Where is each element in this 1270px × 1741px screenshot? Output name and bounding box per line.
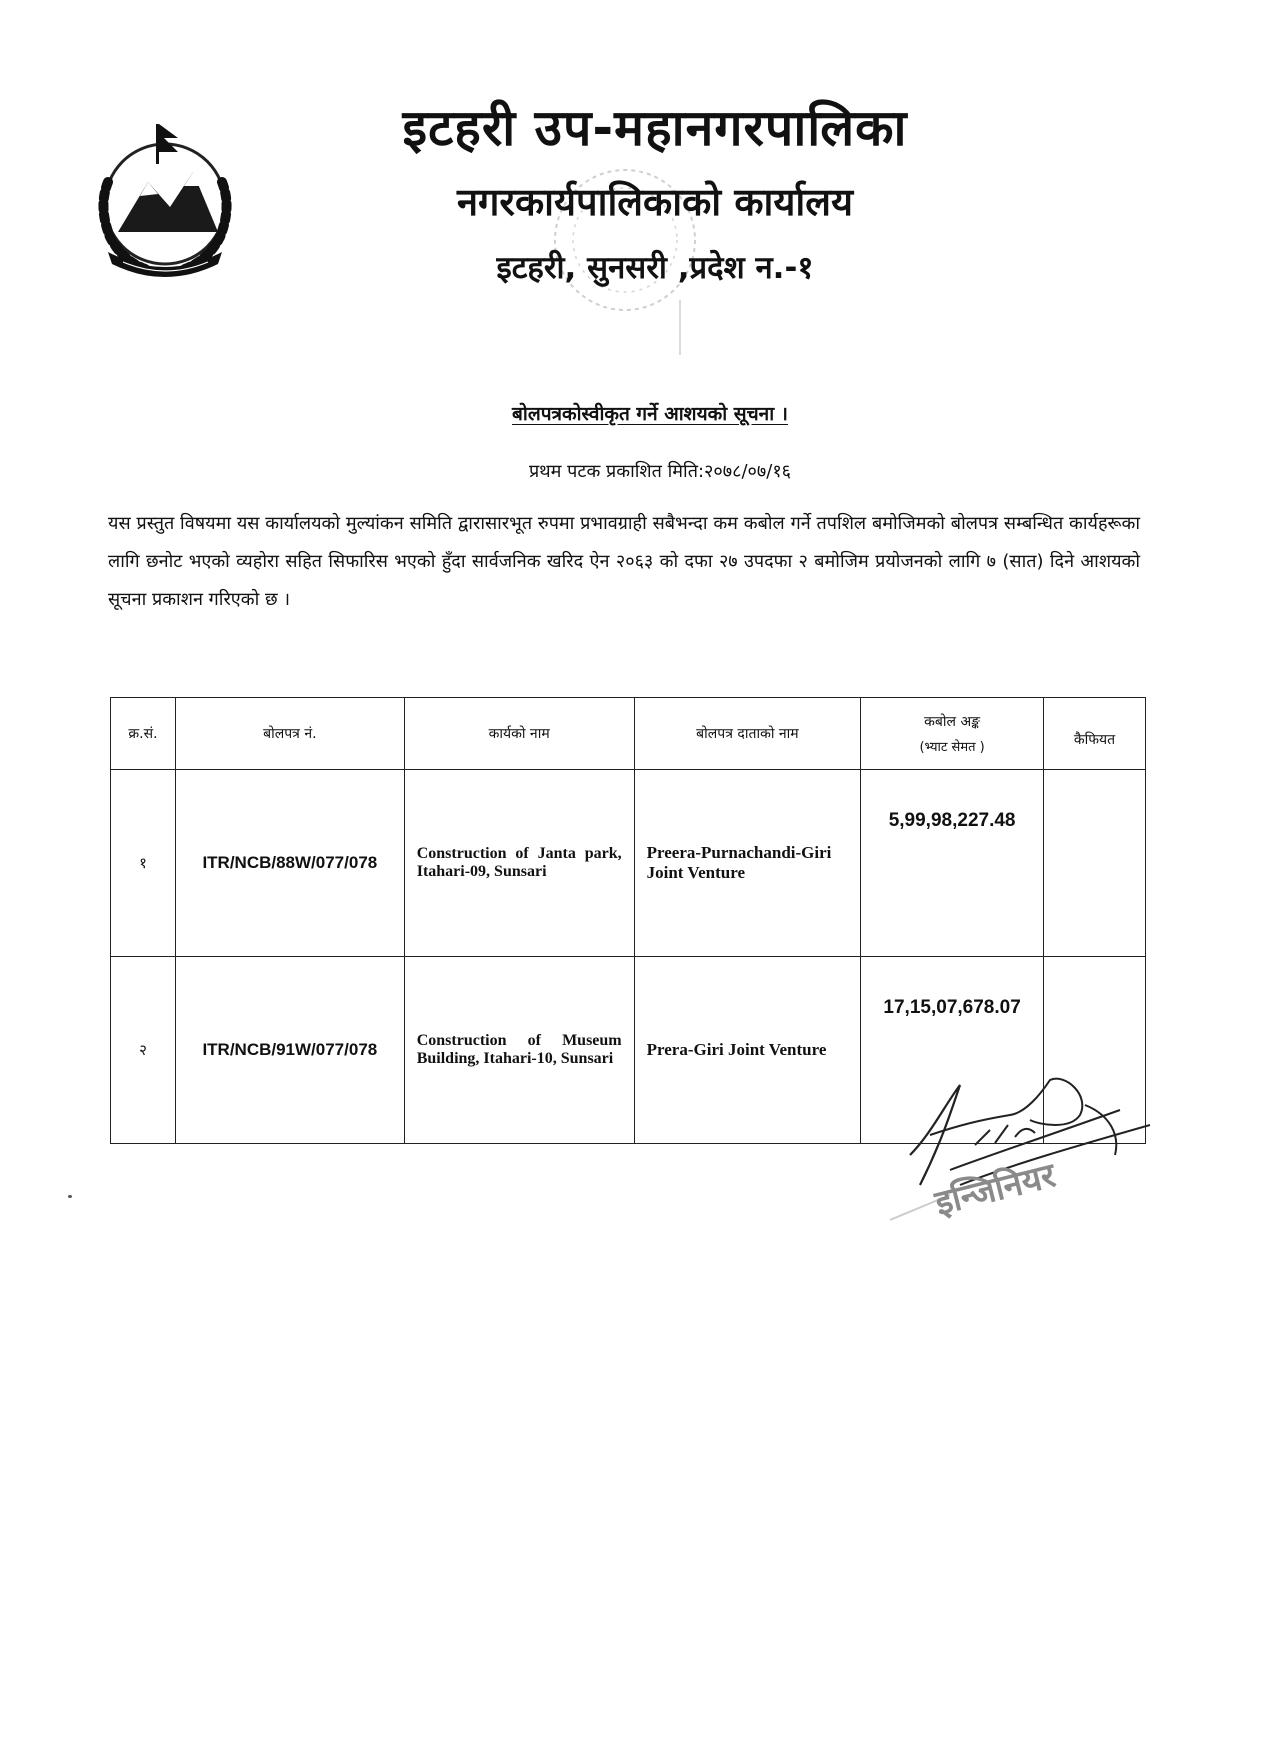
header-sn: क्र.सं. [111,698,176,770]
row-bidder: Preera-Purnachandi-Giri Joint Venture [634,770,861,957]
row-remarks [1044,770,1146,957]
row-amount: 17,15,07,678.07 [861,957,1044,1144]
table-header-row [111,698,1146,770]
header-amount-sub: (भ्याट सेमत ) [919,739,985,755]
header-remarks: कैफियत [1044,698,1146,770]
row-work-name: Construction of Janta park, Itahari-09, Sunsari [404,770,634,957]
engineer-stamp: इन्जिनियर [931,1155,1060,1224]
table-row [111,770,1146,957]
notice-title-text: बोलपत्रकोस्वीकृत गर्ने आशयको सूचना । [512,403,788,425]
row-work-name: Construction of Museum Building, Itahari-10, Sunsari [404,957,634,1144]
notice-body: यस प्रस्तुत विषयमा यस कार्यालयको मुल्यांकन समिति द्वारासारभूत रुपमा प्रभावग्राही सबैभन्दा कम कबोल गर्ने तपशिल बमोजिमको बोलपत्र सम्बन्धित कार्यहरूका लागि छनोट भएको व्यहोरा सहित सिफारिस भएको हुँदा सार्वजनिक खरिद ऐन २०६३ को दफा २७ उपदफा २ बमोजिम प्रयोजनको लागि ७ (सात) दिने आशयको सूचना प्रकाशन गरिएको छ । [108,513,1140,610]
header-amount-label: कबोल अङ्क [924,713,981,730]
header-amount [861,698,1044,770]
header-bid-no: बोलपत्र नं. [175,698,404,770]
organization-name: इटहरी उप-महानगरपालिका [402,99,908,157]
row-sn: २ [111,957,176,1144]
notice-title [0,400,1270,426]
row-sn: १ [111,770,176,957]
scan-speck [68,1195,72,1198]
header-bidder: बोलपत्र दाताको नाम [634,698,861,770]
row-bidder: Prera-Giri Joint Venture [634,957,861,1144]
first-published-date: प्रथम पटक प्रकाशित मिति:२०७८/०७/१६ [528,461,792,482]
row-bid-no: ITR/NCB/88W/077/078 [175,770,404,957]
row-bid-no: ITR/NCB/91W/077/078 [175,957,404,1144]
row-amount: 5,99,98,227.48 [861,770,1044,957]
office-name: नगरकार्यपालिकाको कार्यालय [456,180,854,224]
office-address: इटहरी, सुनसरी ,प्रदेश न.-१ [496,250,814,286]
header-work-name: कार्यको नाम [404,698,634,770]
